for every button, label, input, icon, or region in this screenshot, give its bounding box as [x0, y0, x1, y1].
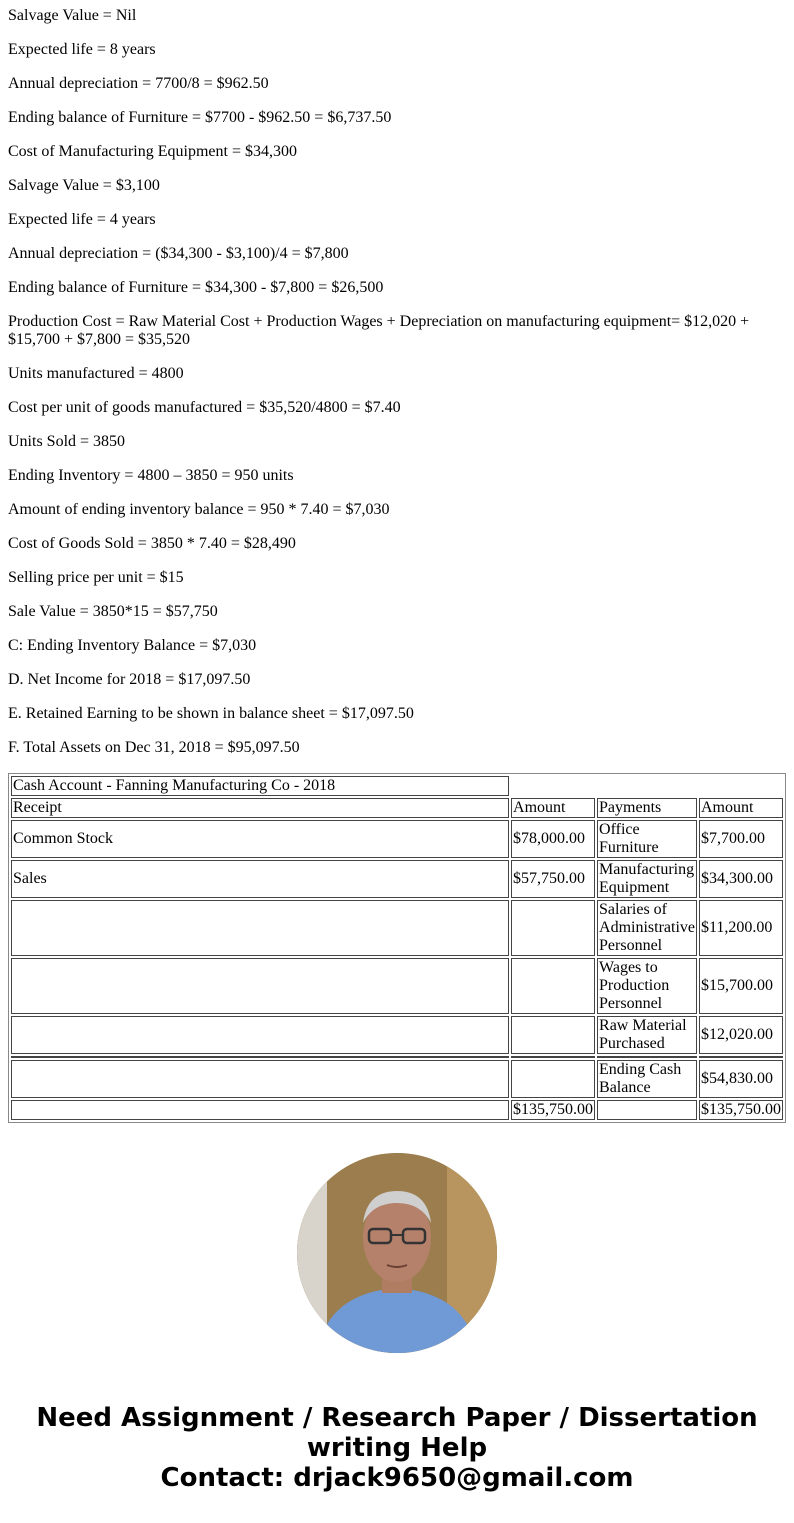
calculation-line: Expected life = 4 years [8, 211, 156, 228]
calculation-line: Expected life = 8 years [8, 41, 156, 58]
table-row [11, 860, 783, 898]
receipt-cell [11, 900, 509, 956]
calculation-line: Annual depreciation = 7700/8 = $962.50 [8, 75, 269, 92]
receipt-cell [11, 1060, 509, 1098]
calculation-line: F. Total Assets on Dec 31, 2018 = $95,097.50 [8, 739, 300, 756]
calculation-line: E. Retained Earning to be shown in balance sheet = $17,097.50 [8, 705, 414, 722]
header-payments: Payments [597, 798, 697, 818]
calculation-line: Salvage Value = $3,100 [8, 177, 160, 194]
payment-amount-cell: $12,020.00 [699, 1016, 783, 1054]
table-header-row [11, 798, 783, 818]
payment-cell [597, 1100, 697, 1120]
calculation-line: Units Sold = 3850 [8, 433, 126, 450]
calculation-line: Annual depreciation = ($34,300 - $3,100)/4 = $7,800 [8, 245, 349, 262]
receipt-amount-cell [511, 1016, 595, 1054]
table-row [11, 900, 783, 956]
calculation-line: Amount of ending inventory balance = 950 * 7.40 = $7,030 [8, 501, 390, 518]
table-row [11, 820, 783, 858]
receipt-cell [11, 958, 509, 1014]
table-title-row [11, 776, 783, 796]
table-row [11, 1016, 783, 1054]
spacer-cell [11, 1056, 509, 1058]
footer-contact: Contact: drjack9650@gmail.com [160, 1463, 634, 1493]
header-amount: Amount [511, 798, 595, 818]
cash-account-table [8, 773, 786, 1123]
receipt-cell [11, 1016, 509, 1054]
contact-footer [0, 1403, 794, 1493]
payment-amount-cell: $135,750.00 [701, 1101, 781, 1118]
payment-amount-cell: $54,830.00 [699, 1060, 783, 1098]
calculation-line: Cost of Manufacturing Equipment = $34,300 [8, 143, 297, 160]
calculation-line: Units manufactured = 4800 [8, 365, 184, 382]
payment-cell: Ending Cash Balance [597, 1060, 697, 1098]
table-row [11, 1060, 783, 1098]
calculation-line: Production Cost = Raw Material Cost + Production Wages + Depreciation on manufacturing equipment= $12,020 + $15,700 + $7,800 = $35,520 [8, 313, 750, 348]
payment-cell: Salaries of Administrative Personnel [599, 901, 695, 954]
calculation-lines [8, 7, 786, 757]
calculation-line: Ending Inventory = 4800 – 3850 = 950 units [8, 467, 294, 484]
receipt-amount-cell [511, 958, 595, 1014]
calculation-line: Selling price per unit = $15 [8, 569, 184, 586]
footer-headline: Need Assignment / Research Paper / Dissertation writing Help [36, 1403, 758, 1463]
payment-cell: Wages to Production Personnel [597, 958, 697, 1014]
payment-cell: Raw Material Purchased [597, 1016, 697, 1054]
receipt-cell: Sales [11, 860, 509, 898]
payment-amount-cell: $34,300.00 [699, 860, 783, 898]
document-body [8, 0, 786, 1123]
payment-cell: Office Furniture [597, 820, 697, 858]
receipt-amount-cell: $135,750.00 [513, 1101, 594, 1118]
spacer-cell [511, 1056, 595, 1058]
spacer-cell [699, 1056, 783, 1058]
calculation-line: Ending balance of Furniture = $34,300 - $7,800 = $26,500 [8, 279, 384, 296]
table-row [11, 1100, 783, 1120]
receipt-amount-cell: $57,750.00 [511, 860, 595, 898]
header-receipt: Receipt [11, 798, 509, 818]
calculation-line: C: Ending Inventory Balance = $7,030 [8, 637, 257, 654]
calculation-line: Ending balance of Furniture = $7700 - $962.50 = $6,737.50 [8, 109, 392, 126]
calculation-line: Cost per unit of goods manufactured = $35,520/4800 = $7.40 [8, 399, 401, 416]
calculation-line: Sale Value = 3850*15 = $57,750 [8, 603, 218, 620]
receipt-amount-cell: $78,000.00 [511, 820, 595, 858]
receipt-cell [11, 1100, 509, 1120]
receipt-cell: Common Stock [11, 820, 509, 858]
table-row [11, 958, 783, 1014]
calculation-line: Cost of Goods Sold = 3850 * 7.40 = $28,490 [8, 535, 296, 552]
payment-amount-cell: $11,200.00 [699, 900, 783, 956]
calculation-line: Salvage Value = Nil [8, 7, 137, 24]
payment-amount-cell: $7,700.00 [699, 820, 783, 858]
payment-cell: Manufacturing Equipment [597, 860, 697, 898]
table-title: Cash Account - Fanning Manufacturing Co - 2018 [11, 776, 509, 796]
calculation-line: D. Net Income for 2018 = $17,097.50 [8, 671, 251, 688]
receipt-amount-cell [511, 900, 595, 956]
spacer-row [11, 1056, 783, 1058]
spacer-cell [597, 1056, 697, 1058]
payment-amount-cell: $15,700.00 [699, 958, 783, 1014]
header-amount: Amount [699, 798, 783, 818]
receipt-amount-cell [511, 1060, 595, 1098]
author-photo [297, 1153, 497, 1353]
